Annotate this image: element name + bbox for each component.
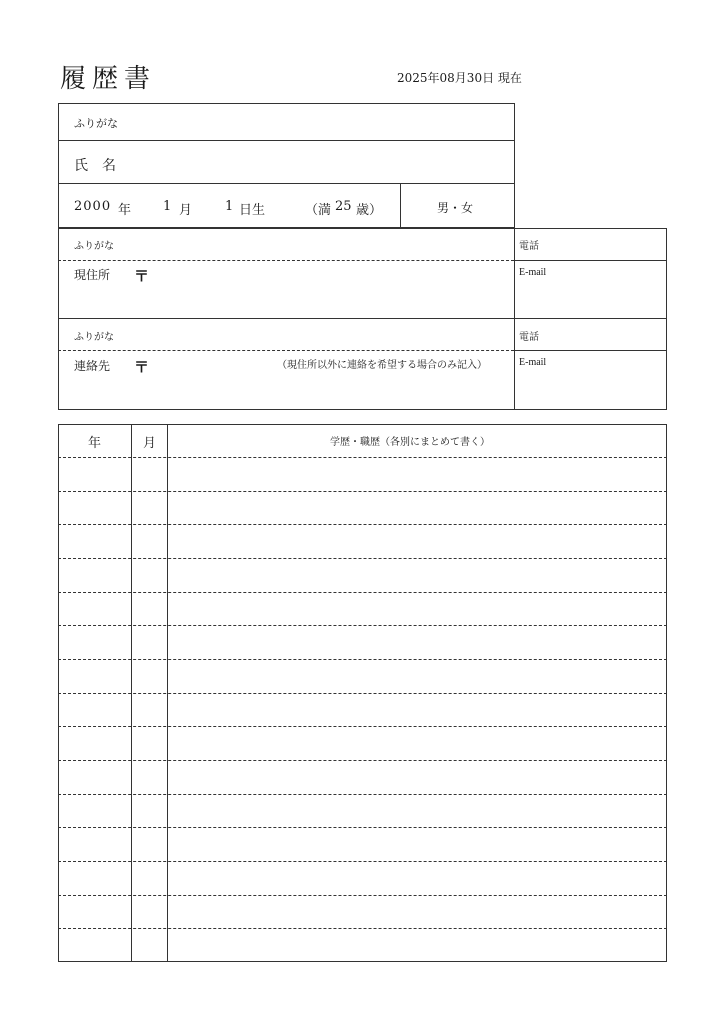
gender-selector[interactable]: 男・女	[437, 201, 474, 215]
contact-furigana-label: ふりがな	[74, 332, 114, 343]
address-label: 現住所	[74, 268, 111, 282]
name-field[interactable]	[58, 140, 515, 183]
history-col-month: 月	[143, 436, 157, 451]
name-furigana-label: ふりがな	[74, 117, 118, 130]
age-value[interactable]: 25	[335, 199, 352, 214]
contact-phone-field[interactable]	[514, 318, 667, 350]
history-col-content: 学歴・職歴（各別にまとめて書く）	[330, 437, 490, 448]
address-field[interactable]	[58, 260, 514, 318]
contact-note: （現住所以外に連絡を希望する場合のみ記入）	[277, 360, 487, 371]
history-row[interactable]	[58, 592, 667, 626]
history-row[interactable]	[58, 659, 667, 693]
contact-postal-mark: 〒	[134, 358, 150, 376]
birth-day-unit: 日生	[239, 203, 266, 218]
age-open: （満	[305, 203, 332, 218]
history-row[interactable]	[58, 794, 667, 828]
address-postal-mark: 〒	[134, 267, 150, 285]
document-title: 履歴書	[60, 64, 157, 94]
address-furigana-label: ふりがな	[74, 241, 114, 252]
current-date: 2025年08月30日 現在	[397, 71, 522, 85]
birth-year[interactable]: 2000	[74, 199, 112, 214]
age-close: 歳）	[356, 203, 383, 218]
history-row[interactable]	[58, 895, 667, 929]
history-col-year: 年	[88, 436, 102, 451]
birth-year-unit: 年	[118, 203, 132, 218]
birth-month[interactable]: 1	[163, 199, 172, 214]
history-row[interactable]	[58, 625, 667, 659]
address-phone-field[interactable]	[514, 228, 667, 260]
history-row[interactable]	[58, 491, 667, 525]
birth-day[interactable]: 1	[225, 199, 234, 214]
contact-label: 連絡先	[74, 359, 111, 373]
address-email-field[interactable]	[514, 260, 667, 318]
birth-month-unit: 月	[179, 203, 193, 218]
history-row[interactable]	[58, 827, 667, 861]
contact-phone-label: 電話	[519, 332, 539, 343]
contact-email-label: E-mail	[519, 357, 547, 368]
address-email-label: E-mail	[519, 267, 547, 278]
history-row[interactable]	[58, 457, 667, 491]
history-row[interactable]	[58, 861, 667, 895]
history-row[interactable]	[58, 726, 667, 760]
history-row[interactable]	[58, 693, 667, 727]
history-row[interactable]	[58, 524, 667, 558]
contact-field[interactable]	[58, 350, 514, 410]
contact-email-field[interactable]	[514, 350, 667, 410]
history-row[interactable]	[58, 760, 667, 794]
history-row[interactable]	[58, 928, 667, 962]
history-row[interactable]	[58, 558, 667, 592]
address-phone-label: 電話	[519, 241, 539, 252]
name-label: 氏 名	[74, 158, 116, 174]
